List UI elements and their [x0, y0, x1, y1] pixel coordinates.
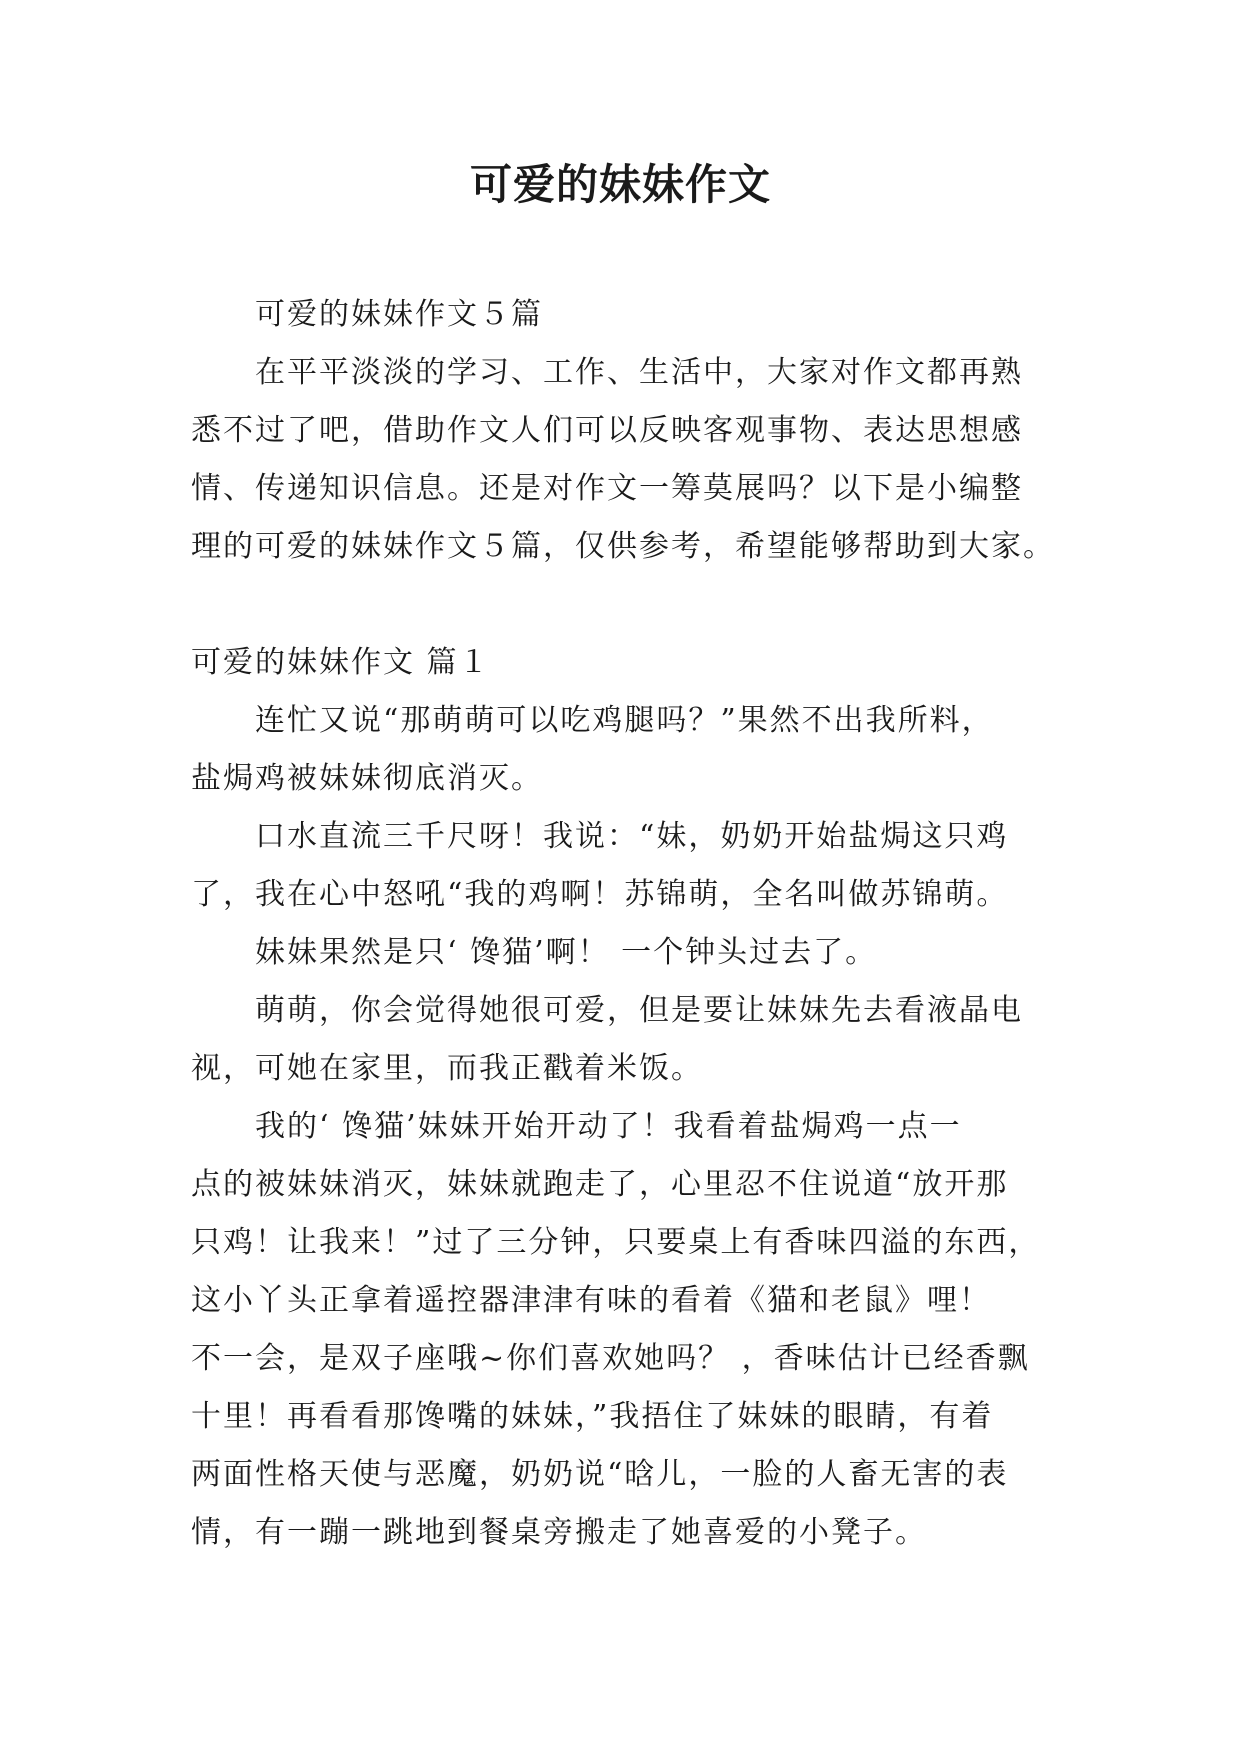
text-line: 口水直流三千尺呀！我说：“妹，奶奶开始盐焗这只鸡 — [255, 819, 1009, 854]
text-line: 只鸡！让我来！”过了三分钟，只要桌上有香味四溢的东西， — [191, 1225, 1041, 1260]
text-line: 盐焗鸡被妹妹彻底消灭。 — [191, 761, 543, 796]
text-line: 连忙又说“那萌萌可以吃鸡腿吗？”果然不出我所料， — [255, 703, 994, 738]
text-line: 了，我在心中怒吼“我的鸡啊！苏锦萌，全名叫做苏锦萌。 — [191, 877, 1009, 912]
text-line: 两面性格天使与恶魔，奶奶说“晗儿，一脸的人畜无害的表 — [191, 1457, 1009, 1492]
text-line: 悉不过了吧，借助作文人们可以反映客观事物、表达思想感 — [191, 413, 1023, 448]
text-line: 可爱的妹妹作文 篇１ — [191, 645, 491, 680]
text-line: 妹妹果然是只‘ 馋猫’啊！ 一个钟头过去了。 — [255, 935, 878, 970]
text-line: 点的被妹妹消灭，妹妹就跑走了，心里忍不住说道“放开那 — [191, 1167, 1009, 1202]
text-line: 情，有一蹦一跳地到餐桌旁搬走了她喜爱的小凳子。 — [191, 1515, 927, 1550]
text-line: 在平平淡淡的学习、工作、生活中，大家对作文都再熟 — [255, 355, 1023, 390]
text-line: 我的‘ 馋猫’妹妹开始开动了！我看着盐焗鸡一点一 — [255, 1109, 962, 1144]
text-line: 可爱的妹妹作文５篇 — [255, 297, 543, 332]
document-title: 可爱的妹妹作文 — [469, 160, 771, 209]
text-line: 不一会，是双子座哦~你们喜欢她吗？ ，香味估计已经香飘 — [191, 1341, 1030, 1376]
document-body — [191, 286, 1055, 1562]
text-line: 这小丫头正拿着遥控器津津有味的看着《猫和老鼠》哩！ — [191, 1283, 991, 1318]
text-line: 理的可爱的妹妹作文５篇，仅供参考，希望能够帮助到大家。 — [191, 529, 1055, 564]
text-line: 视，可她在家里，而我正戳着米饭。 — [191, 1051, 703, 1086]
text-line: 十里！再看看那馋嘴的妹妹，”我捂住了妹妹的眼睛，有着 — [191, 1399, 994, 1434]
text-line: 情、传递知识信息。还是对作文一筹莫展吗？以下是小编整 — [191, 471, 1023, 506]
text-line: 萌萌，你会觉得她很可爱，但是要让妹妹先去看液晶电 — [255, 993, 1023, 1028]
